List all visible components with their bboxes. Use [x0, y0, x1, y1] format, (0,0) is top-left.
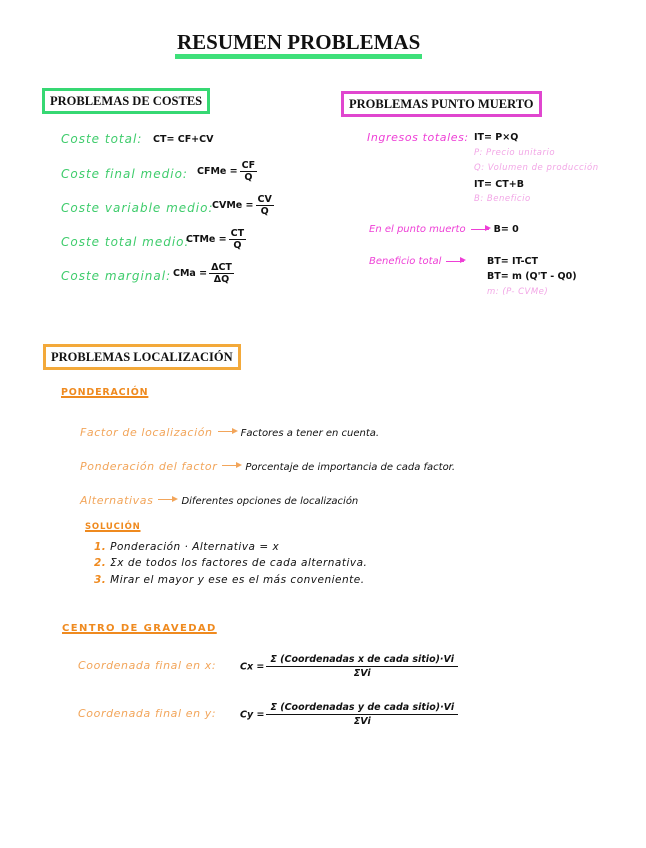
punto-muerto-label: En el punto muerto — [369, 224, 466, 235]
arrow-icon — [471, 229, 489, 230]
cy-lhs: Cy = — [240, 709, 265, 721]
punto-muerto-formula: B= 0 — [493, 224, 519, 235]
cx-lhs: Cx = — [240, 661, 265, 673]
solucion-step — [94, 557, 367, 569]
cma-denominator: ΔQ — [213, 274, 230, 285]
cy-numerator: Σ (Coordenadas y de cada sitio)·Vi — [266, 702, 458, 715]
coste-total-label: Coste total: — [61, 132, 143, 146]
beneficio-total-label: Beneficio total — [369, 256, 442, 267]
coste-total-formula: CT= CF+CV — [153, 134, 214, 145]
step-text: Mirar el mayor y ese es el más conveniente. — [110, 574, 365, 586]
ponderacion-factor-desc: Porcentaje de importancia de cada factor. — [245, 462, 456, 473]
cvme-formula — [212, 194, 274, 217]
cma-formula — [173, 262, 234, 285]
cx-fraction — [266, 654, 458, 680]
cx-denominator: ΣVi — [353, 668, 371, 679]
ponderacion-row — [80, 489, 358, 508]
cx-formula — [240, 654, 458, 680]
section-heading-localizacion: PROBLEMAS LOCALIZACIÓN — [43, 344, 241, 370]
section-heading-costes: PROBLEMAS DE COSTES — [42, 88, 210, 114]
step-number: 1. — [94, 541, 107, 553]
bt-formula-2: BT= m (Q'T - Q0) — [487, 271, 577, 282]
cvme-numerator: CV — [257, 194, 272, 205]
coste-marginal-label: Coste marginal: — [61, 269, 172, 283]
cma-numerator: ΔCT — [211, 262, 232, 273]
ctme-formula — [186, 228, 246, 251]
cfme-numerator: CF — [241, 160, 256, 171]
note-m: m: (P- CVMe) — [487, 287, 549, 297]
cma-lhs: CMa = — [173, 268, 208, 279]
arrow-icon — [446, 261, 464, 262]
ponderacion-factor-label: Ponderación del factor — [80, 460, 218, 473]
centro-gravedad-heading: CENTRO DE GRAVEDAD — [62, 623, 217, 634]
step-number: 3. — [94, 574, 107, 586]
arrow-icon — [158, 499, 176, 500]
cfme-lhs: CFMe = — [197, 166, 238, 177]
note-precio-unitario: P: Precio unitario — [474, 148, 556, 158]
ctme-denominator: Q — [233, 240, 242, 251]
section-heading-punto-muerto: PROBLEMAS PUNTO MUERTO — [341, 91, 542, 117]
ctme-numerator: CT — [230, 228, 245, 239]
arrow-icon — [218, 431, 236, 432]
cy-fraction — [266, 702, 458, 728]
factor-localizacion-desc: Factores a tener en cuenta. — [240, 428, 380, 439]
coste-total-medio-label: Coste total medio: — [61, 235, 190, 249]
ponderacion-row — [80, 421, 379, 440]
step-number: 2. — [94, 557, 107, 569]
cfme-formula — [197, 160, 257, 183]
step-text: Ponderación · Alternativa = x — [110, 541, 280, 553]
ponderacion-heading: PONDERACIÓN — [61, 387, 149, 398]
solucion-step — [94, 574, 365, 586]
punto-muerto-row — [369, 224, 519, 235]
coordenada-x-label: Coordenada final en x: — [78, 659, 217, 672]
cy-formula — [240, 702, 458, 728]
cvme-denominator: Q — [260, 206, 269, 217]
solucion-step — [94, 541, 279, 553]
note-volumen-produccion: Q: Volumen de producción — [474, 163, 599, 173]
beneficio-total-row — [369, 256, 469, 267]
step-text: Σx de todos los factores de cada alternativa. — [110, 557, 368, 569]
ingresos-formula: IT= P×Q — [474, 132, 519, 143]
bt-formula-1: BT= IT-CT — [487, 256, 539, 267]
cfme-fraction — [240, 160, 257, 183]
cx-numerator: Σ (Coordenadas x de cada sitio)·Vi — [266, 654, 458, 667]
solucion-heading: SOLUCIÓN — [85, 522, 141, 532]
coste-final-medio-label: Coste final medio: — [61, 167, 188, 181]
it-ct-b-formula: IT= CT+B — [474, 179, 524, 190]
cfme-denominator: Q — [244, 172, 253, 183]
cvme-fraction — [256, 194, 274, 217]
ponderacion-row — [80, 455, 455, 474]
arrow-icon — [222, 465, 240, 466]
alternativas-label: Alternativas — [80, 494, 154, 507]
ingresos-totales-label: Ingresos totales: — [367, 131, 469, 144]
ctme-lhs: CTMe = — [186, 234, 227, 245]
cvme-lhs: CVMe = — [212, 200, 254, 211]
cy-denominator: ΣVi — [353, 716, 371, 727]
cma-fraction — [209, 262, 234, 285]
factor-localizacion-label: Factor de localización — [80, 426, 213, 439]
coordenada-y-label: Coordenada final en y: — [78, 707, 217, 720]
note-beneficio: B: Beneficio — [474, 194, 531, 204]
coste-variable-medio-label: Coste variable medio: — [61, 201, 214, 215]
alternativas-desc: Diferentes opciones de localización — [181, 496, 359, 507]
ctme-fraction — [229, 228, 246, 251]
page-title: RESUMEN PROBLEMAS — [175, 30, 422, 59]
